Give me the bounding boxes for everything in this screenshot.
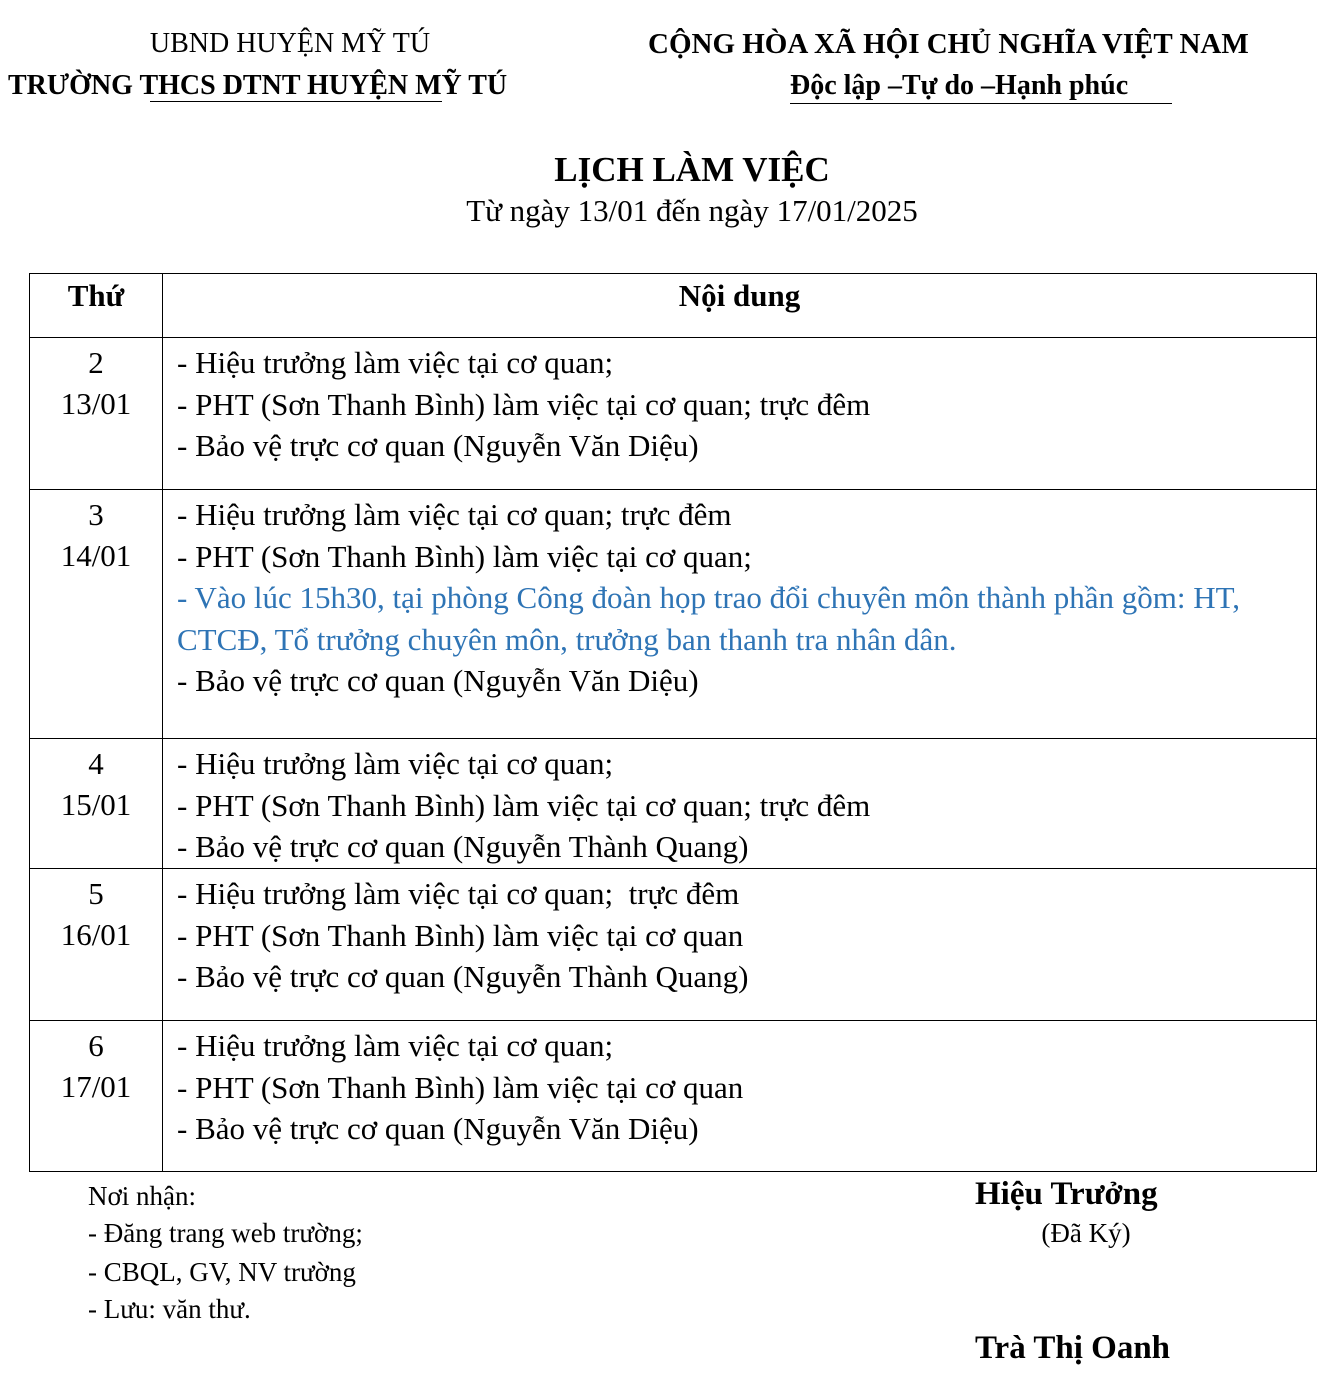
schedule-line: - Hiệu trưởng làm việc tại cơ quan; <box>177 1028 614 1063</box>
schedule-line: - Bảo vệ trực cơ quan (Nguyễn Thành Quang) <box>177 829 749 864</box>
schedule-line: - Bảo vệ trực cơ quan (Nguyễn Văn Diệu) <box>177 663 699 698</box>
schedule-line: - PHT (Sơn Thanh Bình) làm việc tại cơ quan; trực đêm <box>177 787 871 823</box>
table-header-row <box>30 274 1317 338</box>
table-row <box>30 1021 1317 1172</box>
recipients-title: Nơi nhận: <box>88 1181 197 1211</box>
column-header-day: Thứ <box>30 274 163 338</box>
table-row <box>30 490 1317 739</box>
national-title: CỘNG HÒA XÃ HỘI CHỦ NGHĨA VIỆT NAM <box>648 28 1249 60</box>
weekday-number: 6 <box>88 1028 104 1063</box>
document-subtitle: Từ ngày 13/01 đến ngày 17/01/2025 <box>466 193 918 228</box>
weekday-number: 2 <box>88 345 104 380</box>
content-cell <box>163 338 1317 490</box>
content-cell <box>163 869 1317 1021</box>
day-cell <box>30 338 163 490</box>
schedule-line: - PHT (Sơn Thanh Bình) làm việc tại cơ quan; <box>177 538 752 574</box>
weekday-number: 3 <box>88 497 104 532</box>
schedule-table <box>29 273 1317 1172</box>
date-value: 16/01 <box>60 917 132 952</box>
content-cell <box>163 1021 1317 1172</box>
content-cell <box>163 739 1317 869</box>
recipient-item: - CBQL, GV, NV trường <box>88 1257 356 1287</box>
day-cell <box>30 739 163 869</box>
date-value: 14/01 <box>60 538 132 573</box>
column-header-content: Nội dung <box>163 274 1317 338</box>
signer-title: Hiệu Trưởng <box>975 1176 1158 1212</box>
date-value: 13/01 <box>60 386 132 421</box>
schedule-line: - Hiệu trưởng làm việc tại cơ quan; <box>177 345 614 380</box>
schedule-line: - PHT (Sơn Thanh Bình) làm việc tại cơ quan; trực đêm <box>177 386 871 422</box>
schedule-line: - Bảo vệ trực cơ quan (Nguyễn Văn Diệu) <box>177 428 699 463</box>
recipient-item: - Lưu: văn thư. <box>88 1294 251 1324</box>
date-value: 15/01 <box>60 787 132 822</box>
schedule-line: - PHT (Sơn Thanh Bình) làm việc tại cơ quan <box>177 917 744 953</box>
school-name: TRƯỜNG THCS DTNT HUYỆN MỸ TÚ <box>8 70 508 101</box>
school-name-underline <box>150 101 442 102</box>
table-row <box>30 869 1317 1021</box>
meeting-notice: - Vào lúc 15h30, tại phòng Công đoàn họp trao đổi chuyên môn thành phần gồm: HT, CTCĐ, Tổ trưởng chuyên môn, trưởng ban thanh tra nhân dân. <box>177 580 1241 657</box>
schedule-line: - Bảo vệ trực cơ quan (Nguyễn Văn Diệu) <box>177 1111 699 1146</box>
schedule-line: - Hiệu trưởng làm việc tại cơ quan; trực đêm <box>177 876 740 911</box>
table-row <box>30 739 1317 869</box>
document-title: LỊCH LÀM VIỆC <box>554 150 830 189</box>
signed-note: (Đã Ký) <box>1041 1218 1131 1248</box>
day-cell <box>30 1021 163 1172</box>
date-value: 17/01 <box>60 1069 132 1104</box>
table-row <box>30 338 1317 490</box>
national-motto-underline <box>790 103 1172 104</box>
agency-name: UBND HUYỆN MỸ TÚ <box>149 28 431 59</box>
weekday-number: 5 <box>88 876 104 911</box>
schedule-line: - PHT (Sơn Thanh Bình) làm việc tại cơ quan <box>177 1069 744 1105</box>
recipient-item: - Đăng trang web trường; <box>88 1218 363 1248</box>
schedule-line: - Bảo vệ trực cơ quan (Nguyễn Thành Quang) <box>177 959 749 994</box>
signer-name: Trà Thị Oanh <box>975 1330 1171 1366</box>
schedule-line: - Hiệu trưởng làm việc tại cơ quan; trực đêm <box>177 497 732 532</box>
content-cell <box>163 490 1317 739</box>
national-motto: Độc lập –Tự do –Hạnh phúc <box>790 70 1129 101</box>
day-cell <box>30 490 163 739</box>
schedule-line: - Hiệu trưởng làm việc tại cơ quan; <box>177 746 614 781</box>
day-cell <box>30 869 163 1021</box>
weekday-number: 4 <box>88 746 104 781</box>
